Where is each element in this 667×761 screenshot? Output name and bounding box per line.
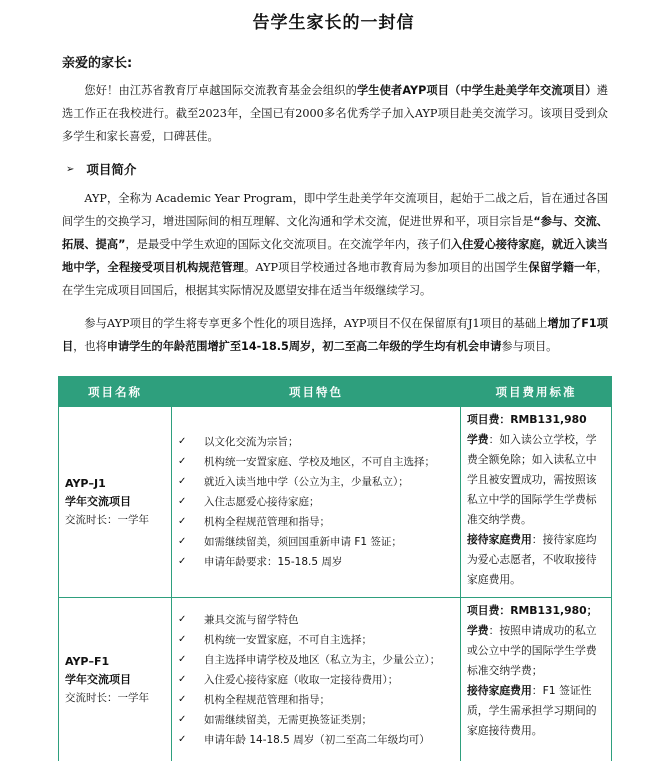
check-icon: ✓ <box>178 613 187 625</box>
overview-text-c: ，是最受中学生欢迎的国际文化交流项目。在交流学年内，孩子们 <box>125 238 451 251</box>
list-item: ✓ 就近入读当地中学（公立为主，少量私立）； <box>178 472 460 492</box>
section-heading <box>66 160 136 178</box>
table-row <box>59 407 612 598</box>
project-name-cell <box>59 598 172 761</box>
section-heading-text: 项目简介 <box>86 162 137 177</box>
overview-highlight-host: 入住爱心接待家庭，就近入读当地中学，全程接受项目机构规范管理 <box>62 238 608 274</box>
fee-line: 项目费：RMB131,980； <box>467 604 598 617</box>
host-fee-line: 接待家庭费用：F1 签证性质，学生需承担学习期间的家庭接待费用。 <box>467 684 597 737</box>
project-code: AYP–J1 <box>65 477 106 490</box>
project-duration: 交流时长：一学年 <box>65 691 149 704</box>
list-item: ✓ 机构全程规范管理和指导； <box>178 690 460 710</box>
list-item: ✓ 入住爱心接待家庭（收取一定接待费用）； <box>178 670 460 690</box>
intro-text-a: 您好！由江苏省教育厅卓越国际交流教育基金会组织的 <box>84 84 357 97</box>
check-icon: ✓ <box>178 556 187 567</box>
feature-list <box>172 606 460 754</box>
list-item: ✓ 申请年龄要求：15-18.5 周岁 <box>178 552 460 572</box>
check-icon: ✓ <box>178 476 187 487</box>
check-icon: ✓ <box>178 733 187 745</box>
table-row <box>59 598 612 761</box>
check-icon: ✓ <box>178 633 187 645</box>
f1-note-paragraph <box>62 312 608 358</box>
fee-amount: RMB131,980 <box>510 413 587 426</box>
intro-project-name: 学生使者AYP项目（中学生赴美学年交流项目） <box>356 84 597 97</box>
table-header-row <box>59 377 612 407</box>
list-item: ✓ 如需继续留美，无需更换签证类别； <box>178 710 460 730</box>
greeting: 亲爱的家长: <box>62 56 133 71</box>
check-icon: ✓ <box>178 456 187 467</box>
project-features-cell <box>172 598 461 761</box>
overview-highlight-status: 保留学籍一年 <box>528 261 597 274</box>
list-item: ✓ 申请年龄 14-18.5 周岁（初二至高二年级均可） <box>178 730 460 750</box>
project-table <box>58 376 612 761</box>
project-type: 学年交流项目 <box>65 495 131 508</box>
tuition-line: 学费：按照申请成功的私立或公立中学的国际学生学费标准交纳学费； <box>467 624 597 677</box>
host-fee-line: 接待家庭费用：接待家庭均为爱心志愿者，不收取接待家庭费用。 <box>467 533 597 586</box>
project-name-cell <box>59 407 172 598</box>
f1-note-highlight-f1: 增加了F1项目 <box>62 317 608 353</box>
fee-line: 项目费：RMB131,980 <box>467 413 587 426</box>
list-item: ✓ 兼具交流与留学特色 <box>178 610 460 630</box>
overview-text-g: ，在学生完成项目回国后，根据其实际情况及愿望安排在适当年级继续学习。 <box>62 261 608 297</box>
f1-note-highlight-age: 申请学生的年龄范围增扩至14-18.5周岁，初二至高二年级的学生均有机会申请 <box>106 340 502 353</box>
list-item: ✓ 入住志愿爱心接待家庭； <box>178 492 460 512</box>
project-type: 学年交流项目 <box>65 672 131 686</box>
overview-text-a: AYP，全称为 Academic Year Program，即中学生赴美学年交流项目，起始于二战之后，旨在通过各国间学生的交换学习，增进国际间的相互理解、文化沟通和学术交流，促进世界和平，项目宗旨是 <box>62 192 608 228</box>
fee-amount: RMB131,980； <box>510 604 598 617</box>
check-icon: ✓ <box>178 713 187 725</box>
overview-paragraph <box>62 187 608 302</box>
tuition-line: 学费：如入读公立学校，学费全额免除；如入读私立中学且被安置成功，需按照该私立中学的国际学生学费标准交纳学费。 <box>467 433 597 526</box>
project-fee-cell <box>461 407 612 598</box>
list-item: ✓ 机构统一安置家庭，不可自主选择； <box>178 630 460 650</box>
header-project-fees: 项目费用标准 <box>461 377 612 407</box>
project-duration: 交流时长：一学年 <box>65 514 149 526</box>
f1-note-text-a: 参与AYP项目的学生将专享更多个性化的项目选择，AYP项目不仅在保留原有J1项目的基础上 <box>84 317 548 330</box>
project-features-cell <box>172 407 461 598</box>
check-icon: ✓ <box>178 693 187 705</box>
overview-motto: “参与、交流、拓展、提高” <box>62 215 608 251</box>
header-project-features: 项目特色 <box>172 377 461 407</box>
check-icon: ✓ <box>178 673 187 685</box>
check-icon: ✓ <box>178 536 187 547</box>
header-project-name: 项目名称 <box>59 377 172 407</box>
check-icon: ✓ <box>178 496 187 507</box>
list-item: ✓ 机构统一安置家庭、学校及地区，不可自主选择； <box>178 452 460 472</box>
arrow-bullet-icon: ➢ <box>66 163 75 175</box>
list-item: ✓ 以文化交流为宗旨； <box>178 432 460 452</box>
list-item: ✓ 如需继续留美，须回国重新申请 F1 签证； <box>178 532 460 552</box>
letter-title: 告学生家长的一封信 <box>252 13 415 33</box>
check-icon: ✓ <box>178 436 187 447</box>
check-icon: ✓ <box>178 653 187 665</box>
list-item: ✓ 自主选择申请学校及地区（私立为主，少量公立）； <box>178 650 460 670</box>
overview-text-e: 。AYP项目学校通过各地市教育局为参加项目的出国学生 <box>244 261 529 274</box>
list-item: ✓ 机构全程规范管理和指导； <box>178 512 460 532</box>
intro-text-c: 遴选工作正在我校进行。截至2023年，全国已有2000多名优秀学子加入AYP项目赴美交流学习。该项目受到众多学生和家长喜爱，口碑甚佳。 <box>62 84 608 143</box>
project-fee-cell <box>461 598 612 761</box>
f1-note-text-c: ，也将 <box>73 340 107 353</box>
project-code: AYP–F1 <box>65 654 110 668</box>
f1-note-text-e: 参与项目。 <box>501 340 558 353</box>
feature-list <box>172 428 460 576</box>
check-icon: ✓ <box>178 516 187 527</box>
intro-paragraph <box>62 79 608 148</box>
